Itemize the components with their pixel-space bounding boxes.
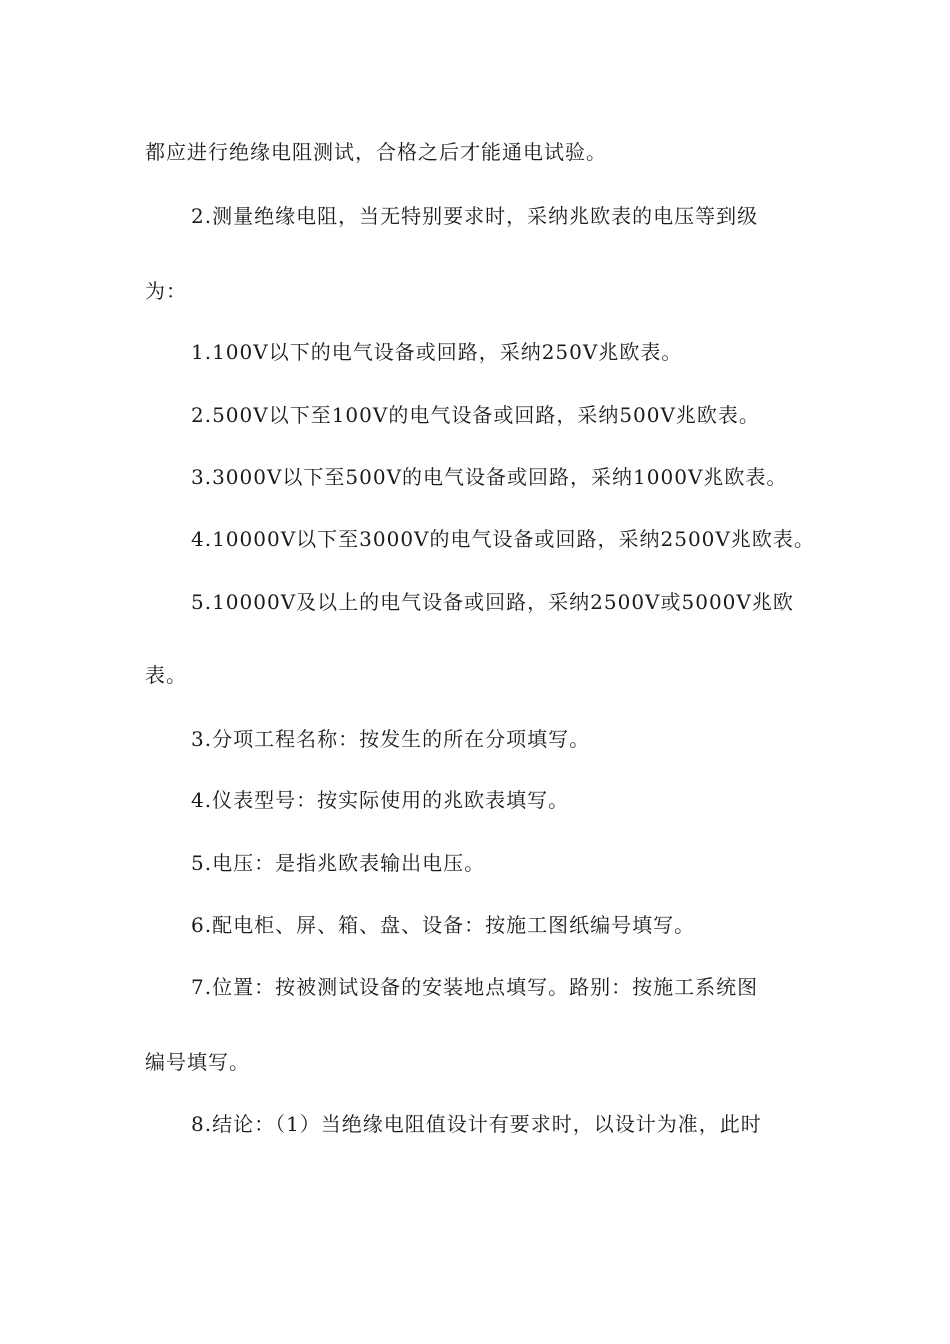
paragraph-line: 都应进行绝缘电阻测试，合格之后才能通电试验。 xyxy=(145,140,607,164)
list-item: 1.100V以下的电气设备或回路，采纳250V兆欧表。 xyxy=(191,340,683,364)
paragraph-line: 为： xyxy=(145,279,187,303)
paragraph-line: 8.结论：（1）当绝缘电阻值设计有要求时，以设计为准，此时 xyxy=(191,1112,762,1136)
list-item: 5.10000V及以上的电气设备或回路，采纳2500V或5000V兆欧 xyxy=(191,590,794,614)
list-item: 4.10000V以下至3000V的电气设备或回路，采纳2500V兆欧表。 xyxy=(191,527,815,551)
list-item: 3.3000V以下至500V的电气设备或回路，采纳1000V兆欧表。 xyxy=(191,465,788,489)
paragraph-line: 5.电压：是指兆欧表输出电压。 xyxy=(191,851,486,875)
paragraph-line: 编号填写。 xyxy=(145,1050,250,1074)
paragraph-line: 3.分项工程名称：按发生的所在分项填写。 xyxy=(191,727,591,751)
paragraph-line: 4.仪表型号：按实际使用的兆欧表填写。 xyxy=(191,788,570,812)
paragraph-line: 2.测量绝缘电阻，当无特别要求时，采纳兆欧表的电压等到级 xyxy=(191,204,759,228)
paragraph-line: 6.配电柜、屏、箱、盘、设备：按施工图纸编号填写。 xyxy=(191,913,696,937)
paragraph-line: 7.位置：按被测试设备的安装地点填写。路别：按施工系统图 xyxy=(191,975,759,999)
list-item: 2.500V以下至100V的电气设备或回路，采纳500V兆欧表。 xyxy=(191,403,760,427)
paragraph-line: 表。 xyxy=(145,663,187,687)
